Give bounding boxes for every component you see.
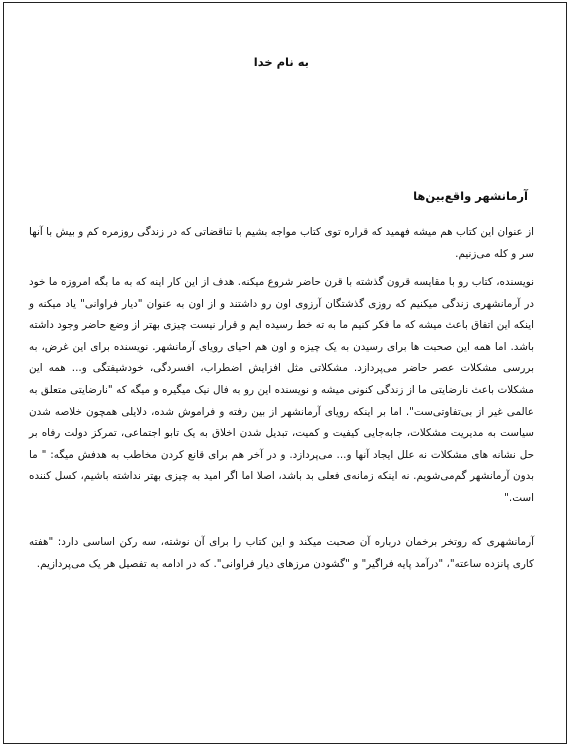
paragraph-body: نویسنده، کتاب رو با مقایسه قرون گذشته با قرن حاضر شروع میکنه. هدف از این کار اینه که به ما بگه امروزه ما خود در آرمانشهری زندگی میکنیم که روزی گذشتگان آرزوی اون رو داشتند و از اون به عنوان "دیار فراوانی" یاد میکنه و اینکه این اتفاق باعث میشه که ما فکر کنیم ما به ته خط رسیده ایم و قرار نیست چیزی بهتر از وضع حاضر وجود داشته باشد. اما همه این صحبت ها برای رسیدن به یک چیزه و اون هم احیای رویای آرمانشهر. نویسنده برای این غرض، به بررسی مشکلات عصر حاضر می‌پردازد. مشکلاتی مثل افزایش اضطراب، افسردگی، خودشیفتگی و... همه این مشکلات باعث نارضایتی ما از زندگی کنونی میشه و نویسنده این رو به فال نیک میگیره و میگه که "نارضایتی متعلق به عالمی غیر از بی‌تفاوتی‌ست". اما بر اینکه رویای آرمانشهر از بین رفته و فراموش شده، دلایلی همچون خلاصه شدن سیاست به مدیریت مشکلات، جابه‌جایی کیفیت و کمیت، تبدیل شدن اخلاق به یک تابو اجتماعی، تمرکز دولت رفاه بر حل نشانه های مشکلات نه علل ایجاد آنها و... می‌پردازد. و در آخر هم برای قانع کردن مخاطب به هدفش میگه: " ما بدون آرمانشهر گم‌می‌شویم. نه اینکه زمانه‌ی فعلی بد باشد، اصلا اما اگر امید به چیزی بهتر نداشته باشیم، کسل کننده است." — [29, 276, 534, 504]
paragraph-pillars: آرمانشهری که روتخر برخمان درباره آن صحبت میکند و این کتاب را برای آن نوشته، سه رکن اساسی دارد: "هفته کاری پانزده ساعته"، "درآمد پایه فراگیر" و "گشودن مرزهای دیار فراوانی". که در ادامه به تفصیل هر یک می‌پردازیم. — [29, 536, 534, 570]
section-title: آرمانشهر واقع‌بین‌ها — [413, 189, 528, 203]
page-heading: به نام خدا — [253, 55, 309, 69]
document-page — [3, 2, 567, 744]
paragraph-intro: از عنوان این کتاب هم میشه فهمید که قراره توی کتاب مواجه بشیم با تناقضاتی که در زندگی روزمره کم و بیش با آنها سر و کله می‌زنیم. — [29, 226, 534, 260]
